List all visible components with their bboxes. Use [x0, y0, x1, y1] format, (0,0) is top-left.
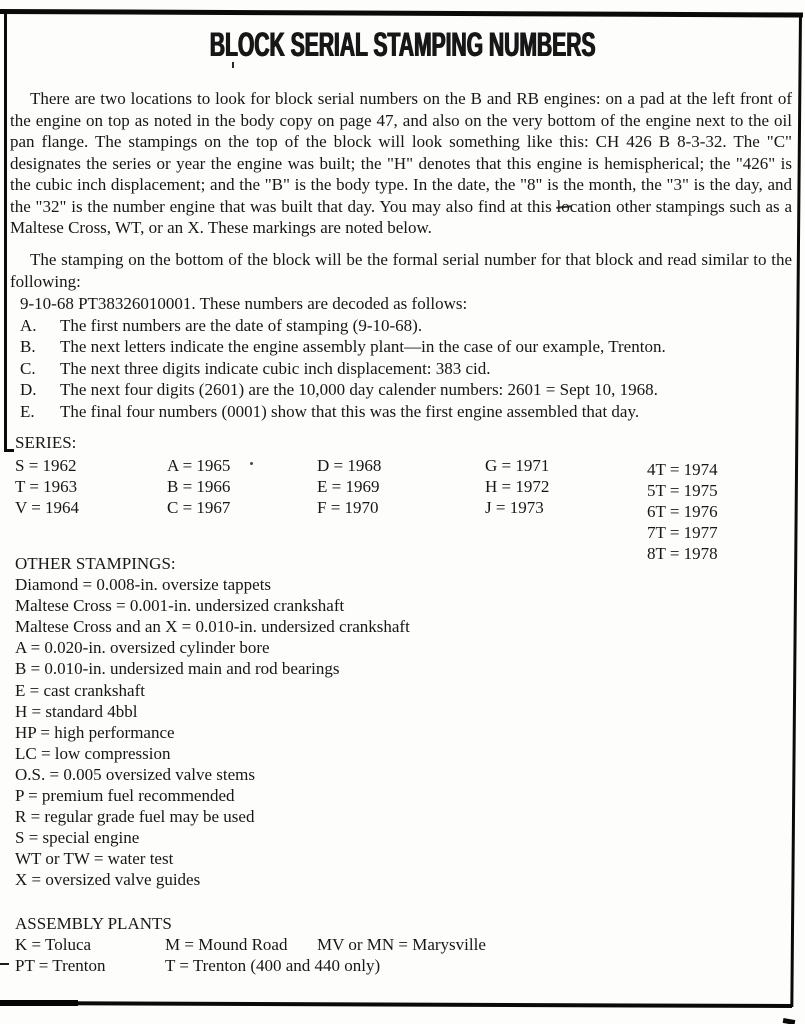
- assembly-row: [15, 955, 775, 976]
- series-column: [485, 455, 549, 518]
- series-cell: B = 1966: [167, 477, 231, 496]
- page-title: BLOCK SERIAL STAMPING NUMBERS: [209, 26, 596, 64]
- page-border-left: [4, 11, 7, 451]
- decoded-item: [20, 315, 790, 337]
- assembly-plants-section: [15, 913, 775, 976]
- series-cell: V = 1964: [15, 498, 80, 517]
- series-cell: 5T = 1975: [647, 481, 718, 500]
- stamping-item: LC = low compression: [15, 743, 171, 763]
- scan-artifact: [0, 963, 9, 965]
- decoded-item-text: The next letters indicate the engine assembly plant—in the case of our example, Trenton.: [60, 337, 666, 356]
- assembly-plants-heading: ASSEMBLY PLANTS: [15, 914, 172, 933]
- series-heading: SERIES:: [15, 433, 77, 452]
- stamping-item: Maltese Cross and an X = 0.010-in. undersized crankshaft: [15, 617, 410, 637]
- series-cell: H = 1972: [485, 477, 550, 496]
- series-cell: S = 1962: [15, 456, 77, 475]
- series-column: [167, 455, 230, 518]
- page-border-bottom-thick: [0, 1000, 78, 1006]
- series-cell: 7T = 1977: [647, 523, 718, 542]
- decoded-item-text: The next four digits (2601) are the 10,000 day calender numbers: 2601 = Sept 10, 1968.: [60, 380, 658, 399]
- decoded-item: [20, 336, 790, 358]
- series-column: [15, 455, 79, 518]
- stamping-item: Maltese Cross = 0.001-in. undersized crankshaft: [15, 596, 345, 616]
- decoded-item: [20, 379, 790, 401]
- stamping-item: S = special engine: [15, 828, 140, 848]
- stamping-item: R = regular grade fuel may be used: [15, 807, 255, 827]
- page-border-right: [790, 13, 802, 1007]
- stamping-item: Diamond = 0.008-in. oversize tappets: [15, 575, 272, 595]
- decoded-item-letter: D.: [20, 380, 37, 399]
- decoded-item-letter: B.: [20, 337, 36, 356]
- stamping-item: X = oversized valve guides: [15, 870, 201, 890]
- stamping-item: H = standard 4bbl: [15, 701, 138, 721]
- series-cell: G = 1971: [485, 456, 550, 475]
- series-column: [317, 455, 381, 518]
- assembly-cell: MV or MN = Marysville: [317, 935, 486, 954]
- page-border-top: [0, 9, 803, 18]
- decoded-intro: 9-10-68 PT38326010001. These numbers are decoded as follows:: [20, 294, 468, 313]
- series-cell: D = 1968: [317, 456, 382, 475]
- assembly-cell: K = Toluca: [15, 935, 92, 954]
- stamping-item: O.S. = 0.005 oversized valve stems: [15, 764, 255, 784]
- decoded-item-letter: C.: [20, 358, 36, 378]
- assembly-cell: M = Mound Road: [165, 935, 288, 954]
- body-paragraph: There are two locations to look for block serial numbers on the B and RB engines: on a pad at the left front of the engine on top as noted in the body copy on page 47, and also on the very bottom of the engine next to the oil pan flange. The stampings on the top of the block will look something like this: CH 426 B 8-3-32. The "C" designates the series or year the engine was built; the "H" denotes that this engine is hemispherical; the "426" is the cubic inch displacement; and the "B" is the body type. In the date, the "8" is the month, the "3" is the day, and the "32" is the number engine that was built that day. You may also find at this location other stampings such as a Maltese Cross, WT, or an X. These markings are noted below.: [10, 89, 792, 237]
- page-border-left-end: [4, 449, 14, 452]
- decoded-serial-list: [20, 293, 790, 422]
- decoded-item-letter: A.: [20, 315, 37, 335]
- scan-artifact: [250, 462, 253, 465]
- series-cell: F = 1970: [317, 498, 379, 517]
- stamping-item: E = cast crankshaft: [15, 680, 145, 700]
- scan-artifact: [783, 1018, 796, 1024]
- assembly-cell: T = Trenton (400 and 440 only): [165, 956, 381, 975]
- stamping-item: B = 0.010-in. undersized main and rod bearings: [15, 659, 340, 679]
- series-cell: E = 1969: [317, 477, 380, 496]
- series-column: [647, 459, 718, 564]
- stamping-item: WT or TW = water test: [15, 849, 174, 869]
- assembly-cell: PT = Trenton: [15, 956, 106, 975]
- assembly-row: [15, 934, 775, 955]
- stamping-item: A = 0.020-in. oversized cylinder bore: [15, 638, 270, 658]
- series-cell: J = 1973: [485, 498, 544, 517]
- stamping-item: HP = high performance: [15, 722, 175, 742]
- series-cell: T = 1963: [15, 477, 78, 496]
- stamping-item: P = premium fuel recommended: [15, 786, 235, 806]
- series-cell: 8T = 1978: [647, 544, 718, 563]
- series-table: [15, 432, 795, 563]
- series-cell: 6T = 1976: [647, 502, 718, 521]
- other-stampings-list: [15, 553, 715, 891]
- decoded-item: [20, 401, 790, 423]
- series-cell: A = 1965: [167, 456, 231, 475]
- decoded-item: [20, 358, 790, 380]
- series-cell: C = 1967: [167, 498, 231, 517]
- decoded-item-letter: E.: [20, 401, 35, 421]
- page-border-bottom: [0, 1001, 792, 1008]
- body-paragraph: The stamping on the bottom of the block will be the formal serial number for that block and read similar to the following:: [10, 250, 792, 291]
- decoded-item-text: The final four numbers (0001) show that this was the first engine assembled that day.: [60, 401, 640, 421]
- other-stampings-heading: OTHER STAMPINGS:: [15, 554, 176, 573]
- decoded-item-text: The first numbers are the date of stamping (9-10-68).: [60, 315, 423, 335]
- series-cell: 4T = 1974: [647, 460, 718, 479]
- decoded-item-text: The next three digits indicate cubic inch displacement: 383 cid.: [60, 358, 491, 378]
